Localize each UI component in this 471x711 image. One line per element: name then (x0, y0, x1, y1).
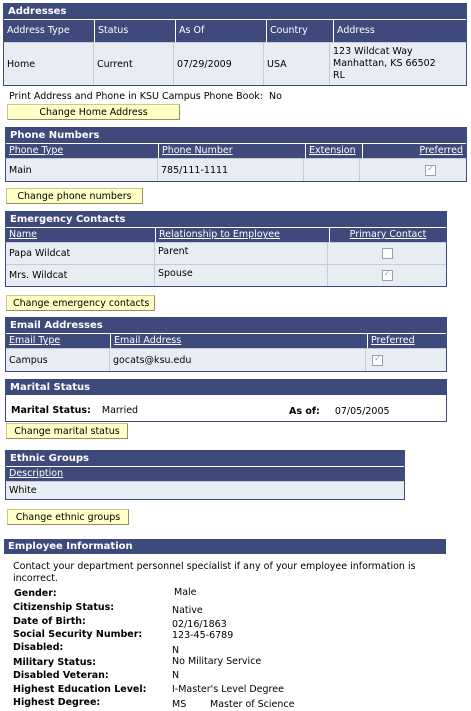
dob-label: Date of Birth: (13, 616, 86, 627)
employee-info-note-line2: incorrect. (13, 573, 58, 584)
citizenship-label: Citizenship Status: (13, 602, 115, 613)
military-status-value: No Military Service (172, 656, 262, 667)
col-status[interactable]: Status (95, 20, 176, 42)
address-country-value: USA (264, 43, 330, 85)
contact-name-value: Papa Wildcat (6, 243, 155, 264)
employee-info-note-line1: Contact your department personnel specialist if any of your employee information is (13, 561, 416, 572)
print-address-value: No (269, 91, 282, 102)
ssn-value: 123-45-6789 (172, 630, 234, 641)
print-address-label: Print Address and Phone in KSU Campus Phone Book: (9, 91, 263, 102)
phone-row (6, 158, 466, 181)
email-type-value: Campus (6, 349, 110, 371)
marital-as-of-label: As of: (289, 406, 320, 417)
disabled-veteran-label: Disabled Veteran: (13, 670, 109, 681)
col-phone-preferred[interactable]: Preferred (363, 144, 466, 158)
marital-status-value: Married (101, 405, 139, 416)
emergency-contacts-grid (5, 211, 447, 287)
marital-as-of-value: 07/05/2005 (334, 406, 390, 417)
highest-degree-name: Master of Science (210, 699, 295, 710)
marital-status-title: Marital Status (6, 380, 446, 395)
disabled-label: Disabled: (13, 642, 64, 653)
contact-relationship-value: Spouse (155, 265, 328, 286)
disabled-value: N (172, 645, 180, 656)
col-description[interactable]: Description (6, 467, 404, 481)
address-line2: Manhattan, KS 66502 (333, 58, 436, 69)
address-row (4, 42, 466, 85)
col-phone-number[interactable]: Phone Number (159, 144, 306, 158)
email-row (6, 348, 446, 371)
gender-label: Gender: (14, 588, 57, 599)
email-address-value: gocats@ksu.edu (110, 349, 366, 371)
phone-extension-value (304, 159, 360, 181)
change-ethnic-groups-button[interactable]: Change ethnic groups (7, 509, 129, 525)
change-marital-status-button[interactable]: Change marital status (6, 423, 128, 439)
print-address-line (9, 91, 282, 102)
address-status-value: Current (94, 43, 174, 85)
col-email-address[interactable]: Email Address (111, 334, 368, 348)
address-line3: RL (333, 70, 345, 81)
col-extension[interactable]: Extension (306, 144, 363, 158)
highest-degree-label: Highest Degree: (13, 697, 101, 708)
dob-value: 02/16/1863 (172, 619, 227, 630)
ethnic-group-row: White (6, 481, 404, 499)
marital-status-box (5, 379, 447, 422)
col-as-of[interactable]: As Of (176, 20, 267, 42)
phone-preferred-checkbox[interactable] (425, 165, 436, 176)
gender-value: Male (174, 587, 197, 598)
address-line1: 123 Wildcat Way (333, 46, 413, 57)
contact-row (6, 264, 446, 286)
col-contact-name[interactable]: Name (6, 228, 156, 242)
email-preferred-checkbox[interactable] (372, 355, 383, 366)
ethnic-groups-title: Ethnic Groups (6, 451, 404, 466)
contact-row (6, 242, 446, 264)
email-addresses-title: Email Addresses (6, 318, 446, 333)
education-level-label: Highest Education Level: (13, 684, 147, 695)
col-email-preferred[interactable]: Preferred (368, 334, 446, 348)
col-primary-contact[interactable]: Primary Contact (330, 228, 446, 242)
col-address-type[interactable]: Address Type (4, 20, 95, 42)
change-phone-numbers-button[interactable]: Change phone numbers (6, 188, 143, 204)
ssn-label: Social Security Number: (13, 629, 143, 640)
phone-type-value: Main (6, 159, 158, 181)
change-emergency-contacts-button[interactable]: Change emergency contacts (6, 295, 155, 311)
disabled-veteran-value: N (172, 670, 180, 681)
contact-primary-checkbox[interactable] (382, 270, 393, 281)
contact-relationship-value: Parent (155, 243, 328, 264)
addresses-grid (3, 3, 467, 86)
ethnic-groups-grid (5, 450, 405, 500)
phone-numbers-title: Phone Numbers (6, 128, 466, 143)
military-status-label: Military Status: (13, 657, 96, 668)
marital-status-label: Marital Status: (11, 405, 91, 416)
col-phone-type[interactable]: Phone Type (6, 144, 159, 158)
address-type-value: Home (4, 43, 94, 85)
contact-primary-checkbox[interactable] (382, 248, 393, 259)
phone-numbers-grid (5, 127, 467, 182)
col-address[interactable]: Address (334, 20, 466, 42)
employee-information-title: Employee Information (4, 539, 446, 554)
highest-degree-code: MS (172, 699, 187, 710)
phone-number-value: 785/111-1111 (158, 159, 304, 181)
col-country[interactable]: Country (267, 20, 334, 42)
address-as-of-value: 07/29/2009 (174, 43, 264, 85)
addresses-title: Addresses (4, 4, 466, 19)
education-level-value: I-Master's Level Degree (172, 684, 284, 695)
citizenship-value: Native (172, 605, 203, 616)
emergency-contacts-title: Emergency Contacts (6, 212, 446, 227)
change-home-address-button[interactable]: Change Home Address (7, 104, 180, 120)
email-addresses-grid (5, 317, 447, 372)
employee-info-note (13, 561, 416, 585)
address-value (330, 43, 466, 85)
contact-name-value: Mrs. Wildcat (6, 265, 155, 286)
col-email-type[interactable]: Email Type (6, 334, 111, 348)
col-relationship[interactable]: Relationship to Employee (156, 228, 330, 242)
